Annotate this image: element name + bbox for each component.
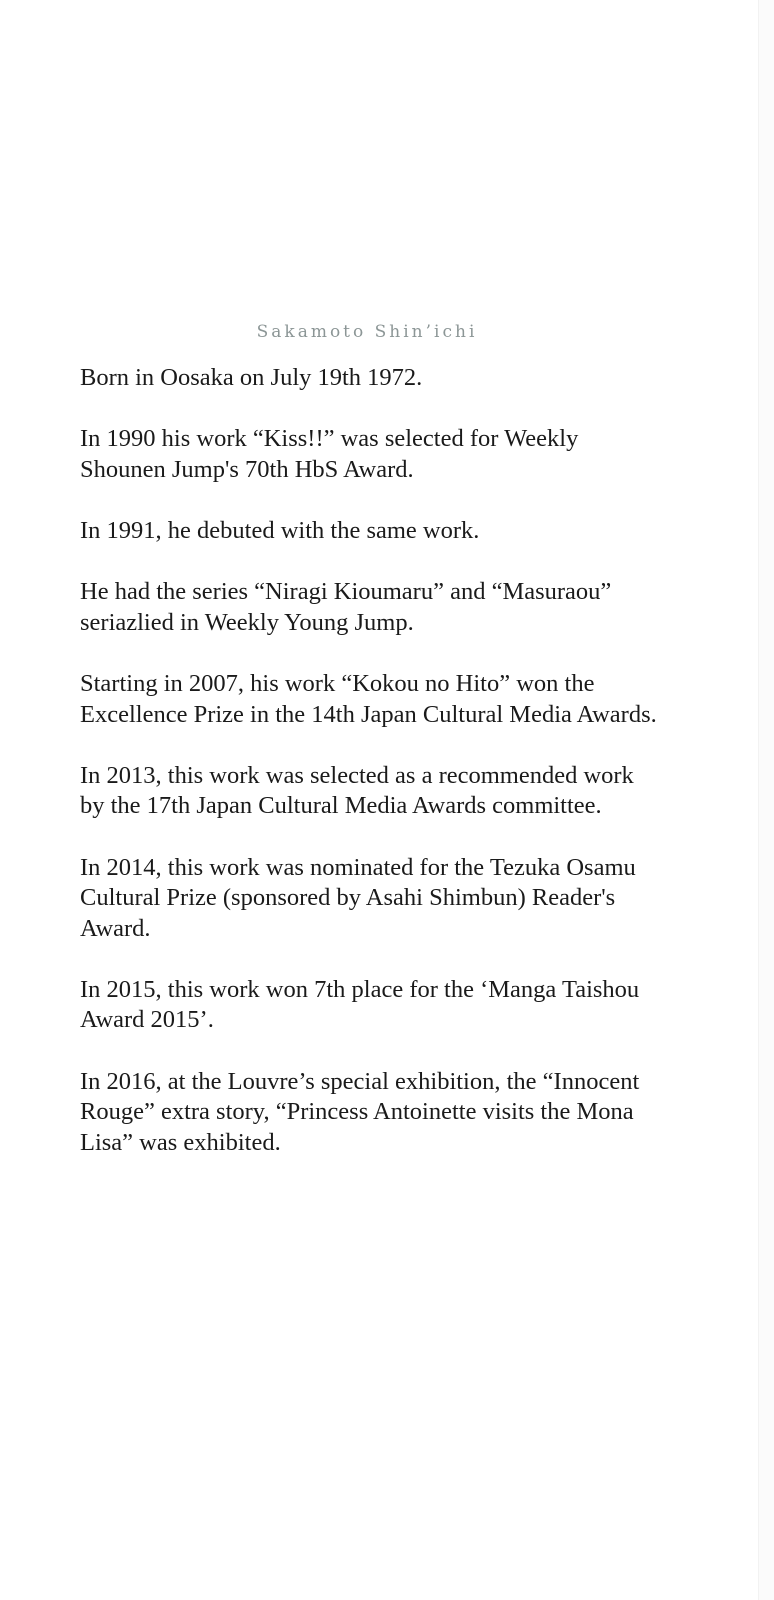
page-edge bbox=[758, 0, 774, 1600]
bio-paragraph-birth bbox=[80, 363, 730, 394]
bio-line: In 2015, this work won 7th place for the ‘Manga Taishou bbox=[80, 975, 640, 1003]
bio-paragraph-2007 bbox=[80, 669, 730, 730]
author-name-heading: Sakamoto Shin’ichi bbox=[256, 322, 478, 342]
bio-line: by the 17th Japan Cultural Media Awards committee. bbox=[80, 792, 602, 820]
bio-line: Rouge” extra story, “Princess Antoinette visits the Mona bbox=[80, 1098, 634, 1126]
bio-line: Born in Oosaka on July 19th 1972. bbox=[80, 364, 423, 391]
bio-line: Award 2015’. bbox=[80, 1006, 214, 1034]
bio-line: In 1990 his work “Kiss!!” was selected for Weekly bbox=[80, 425, 579, 453]
bio-paragraph-series bbox=[80, 577, 730, 638]
bio-line: Shounen Jump's 70th HbS Award. bbox=[80, 455, 414, 483]
bio-line: Lisa” was exhibited. bbox=[80, 1128, 281, 1156]
bio-paragraph-2013 bbox=[80, 761, 730, 822]
bio-line: In 1991, he debuted with the same work. bbox=[80, 516, 480, 544]
bio-line: Excellence Prize in the 14th Japan Cultural Media Awards. bbox=[80, 700, 657, 728]
bio-line: Award. bbox=[80, 914, 151, 942]
bio-line: He had the series “Niragi Kioumaru” and “Masuraou” bbox=[80, 578, 612, 606]
bio-line: In 2016, at the Louvre’s special exhibition, the “Innocent bbox=[80, 1067, 640, 1095]
bio-line: In 2013, this work was selected as a recommended work bbox=[80, 761, 634, 789]
bio-paragraph-1991 bbox=[80, 516, 730, 547]
bio-line: Starting in 2007, his work “Kokou no Hito” won the bbox=[80, 669, 595, 697]
bio-line: seriazlied in Weekly Young Jump. bbox=[80, 608, 414, 636]
bio-line: In 2014, this work was nominated for the Tezuka Osamu bbox=[80, 853, 636, 881]
bio-paragraph-2015 bbox=[80, 975, 730, 1036]
bio-paragraph-2016 bbox=[80, 1067, 730, 1159]
bio-line: Cultural Prize (sponsored by Asahi Shimbun) Reader's bbox=[80, 884, 616, 912]
bio-paragraph-1990 bbox=[80, 424, 730, 485]
biography-text bbox=[80, 363, 730, 1189]
bio-paragraph-2014 bbox=[80, 853, 730, 945]
